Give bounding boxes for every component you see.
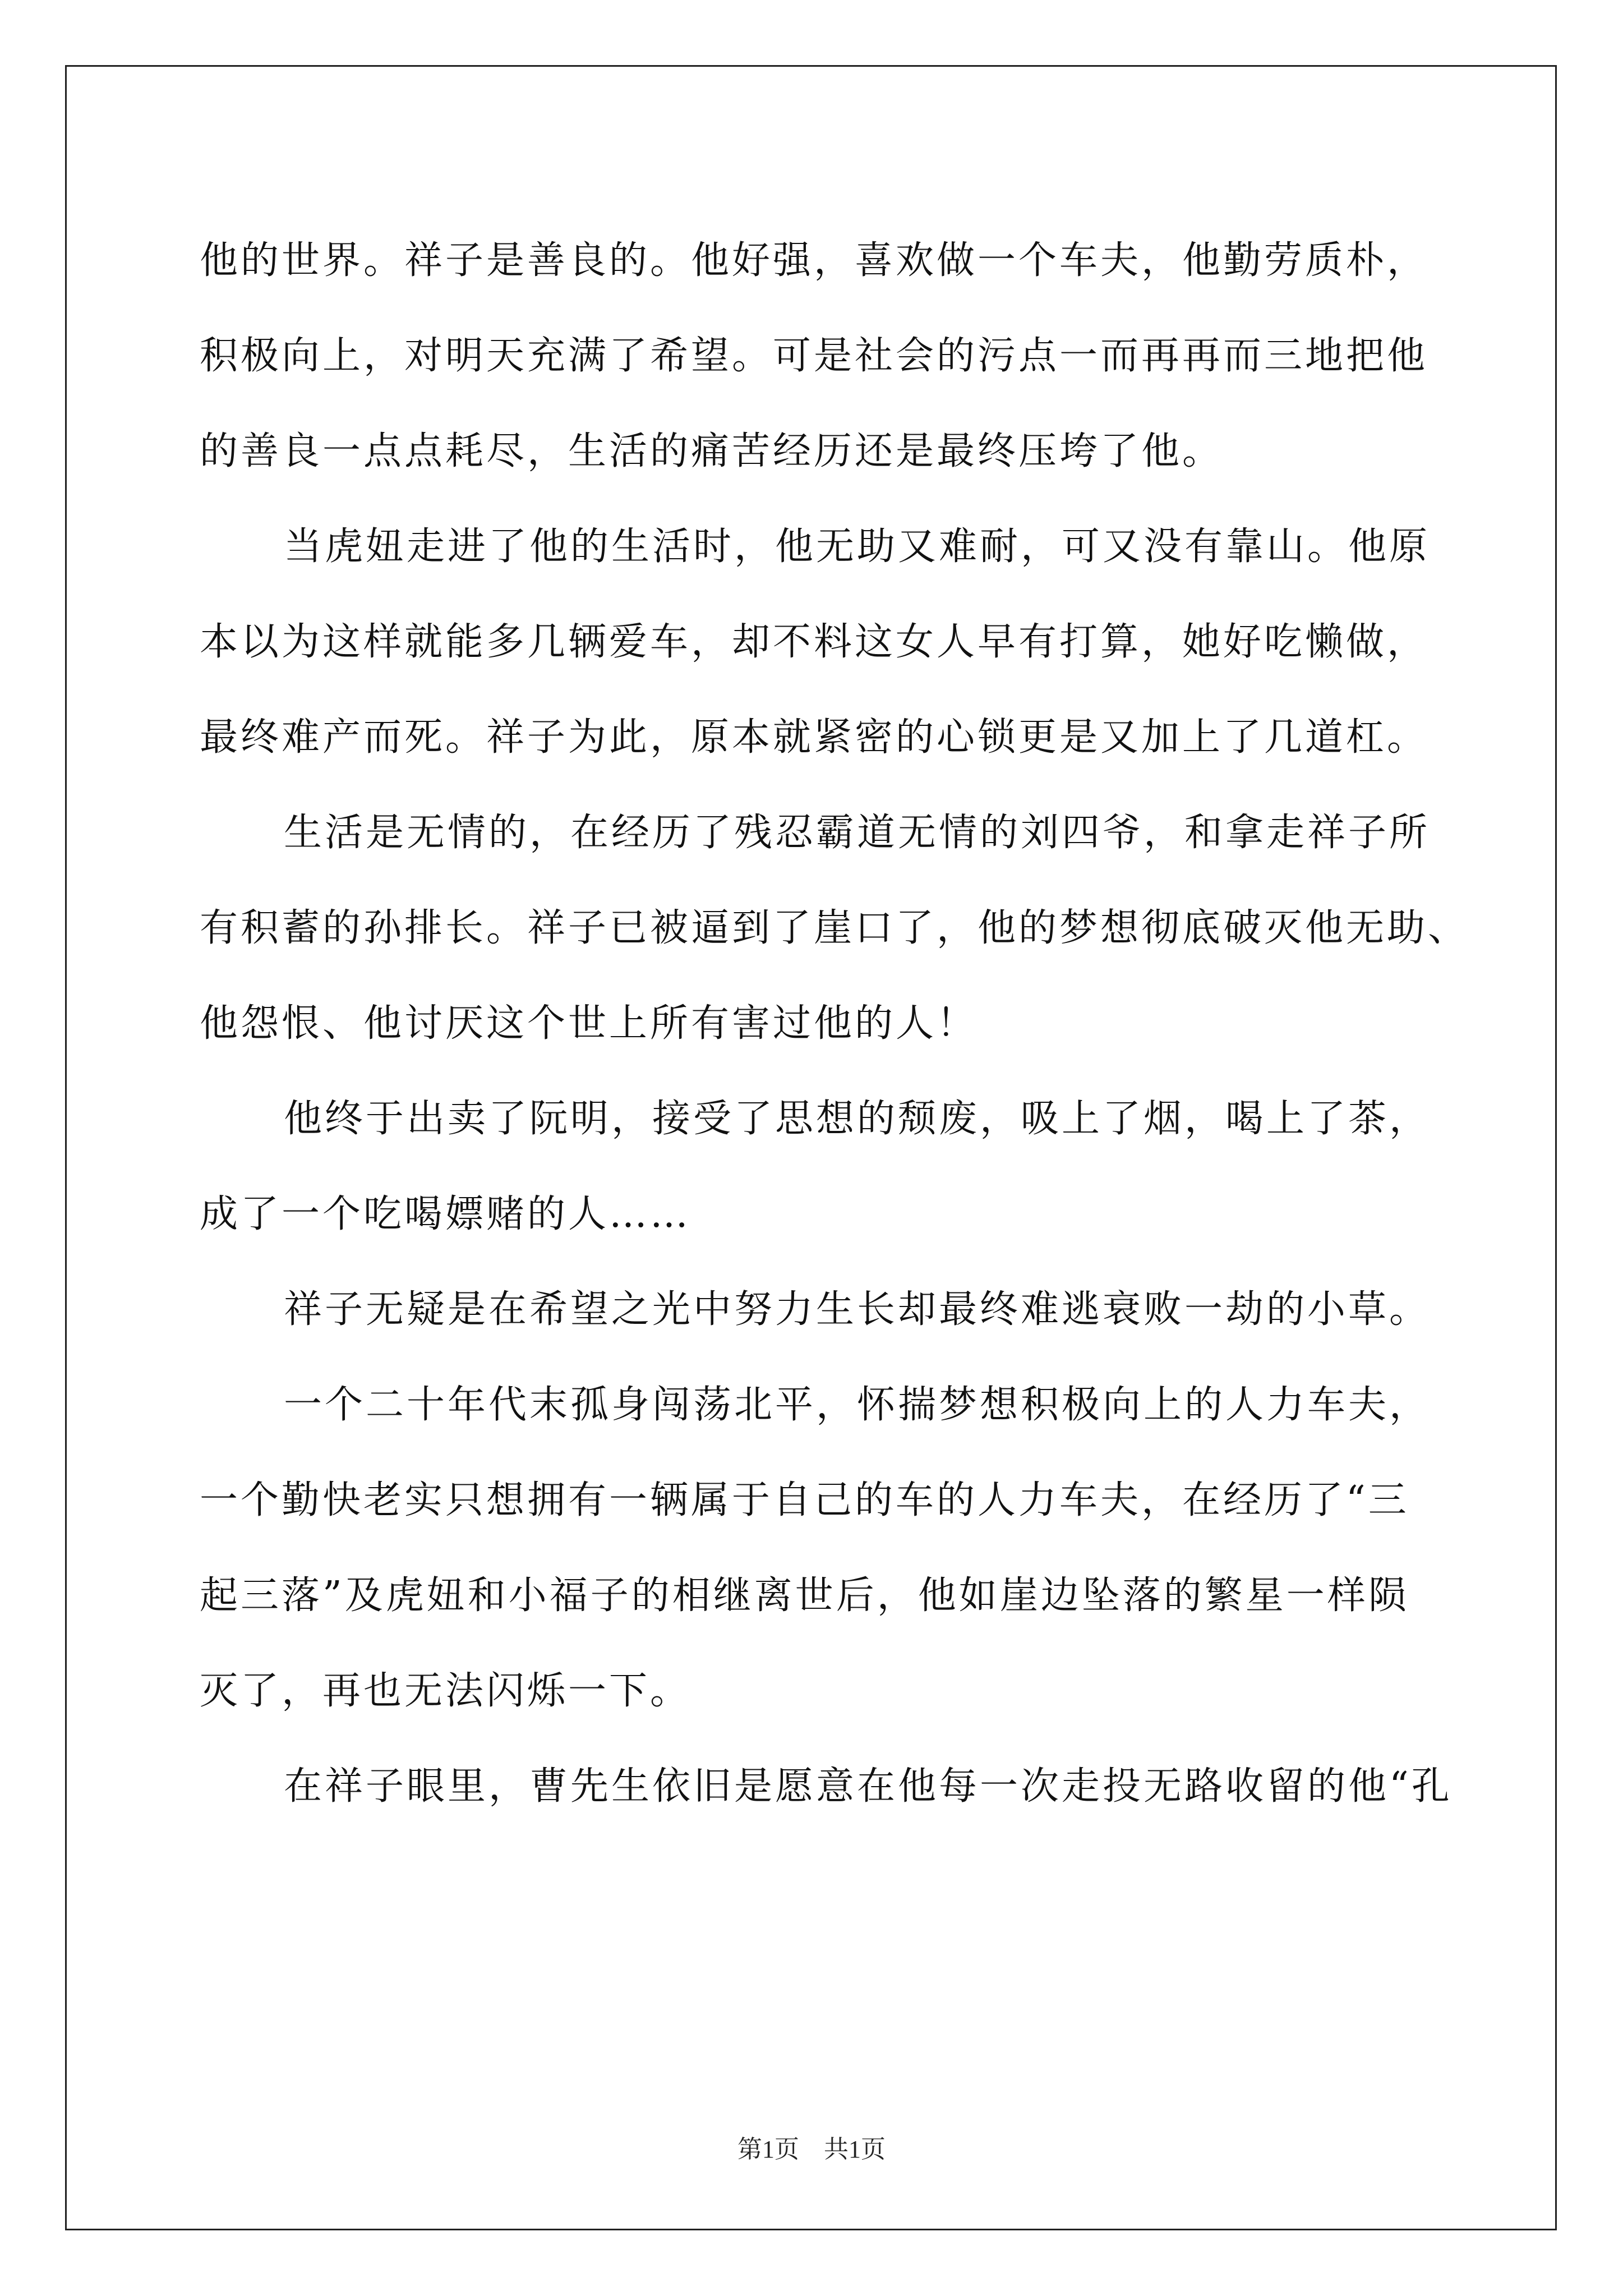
- text-line: 本以为这样就能多几辆爱车，却不料这女人早有打算，她好吃懒做，: [200, 620, 1428, 664]
- page-footer: 第1页 共1页: [737, 2136, 886, 2163]
- text-line: 起三落”及虎妞和小福子的相继离世后，他如崖边坠落的繁星一样陨: [200, 1573, 1409, 1618]
- text-line: 他的世界。祥子是善良的。他好强，喜欢做一个车夫，他勤劳质朴，: [200, 238, 1428, 283]
- text-line: 积极向上，对明天充满了希望。可是社会的污点一而再再而三地把他: [200, 334, 1428, 378]
- document-body: [200, 213, 1469, 1834]
- text-line: 灭了，再也无法闪烁一下。: [200, 1669, 691, 1713]
- text-line: 一个勤快老实只想拥有一辆属于自己的车的人力车夫，在经历了“三: [200, 1478, 1409, 1522]
- text-line: 成了一个吃喝嫖赌的人……: [200, 1192, 691, 1236]
- paragraph-start-line: 一个二十年代末孤身闯荡北平，怀揣梦想积极向上的人力车夫，: [284, 1383, 1431, 1427]
- paragraph-start-line: 祥子无疑是在希望之光中努力生长却最终难逃衰败一劫的小草。: [284, 1287, 1431, 1332]
- text-line: 有积蓄的孙排长。祥子已被逼到了崖口了，他的梦想彻底破灭他无助、: [200, 906, 1469, 950]
- paragraph-start-line: 他终于出卖了阮明，接受了思想的颓废，吸上了烟，喝上了茶，: [284, 1097, 1431, 1141]
- paragraph-start-line: 生活是无情的，在经历了残忍霸道无情的刘四爷，和拿走祥子所: [284, 811, 1431, 855]
- paragraph-start-line: 在祥子眼里，曹先生依旧是愿意在他每一次走投无路收留的他“孔: [284, 1764, 1453, 1809]
- text-line: 最终难产而死。祥子为此，原本就紧密的心锁更是又加上了几道杠。: [200, 715, 1428, 760]
- paragraph-start-line: 当虎妞走进了他的生活时，他无助又难耐，可又没有靠山。他原: [284, 524, 1431, 569]
- text-line: 的善良一点点耗尽，生活的痛苦经历还是最终压垮了他。: [200, 429, 1224, 473]
- text-line: 他怨恨、他讨厌这个世上所有害过他的人！: [200, 1001, 978, 1046]
